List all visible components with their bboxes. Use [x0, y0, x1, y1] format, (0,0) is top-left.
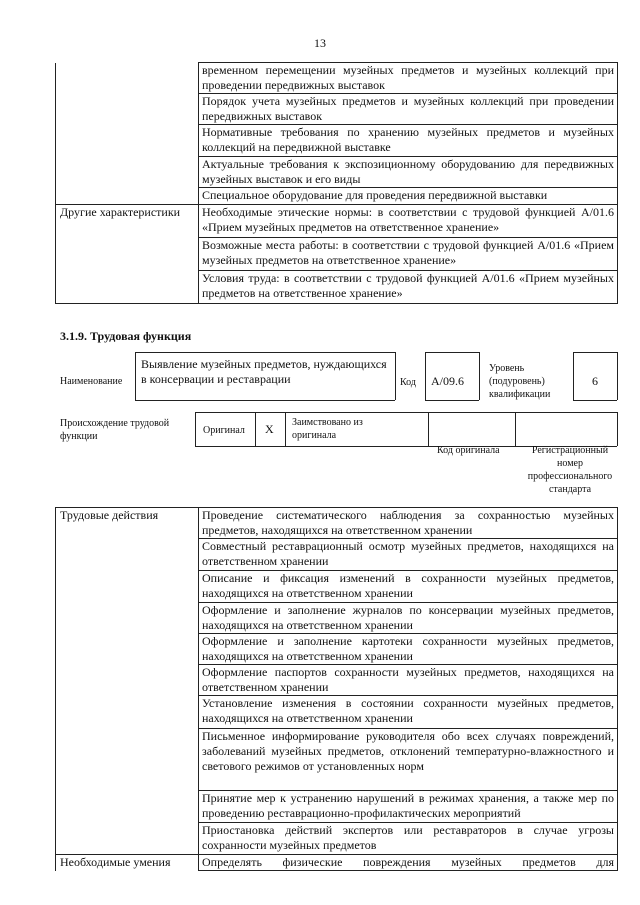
section-heading: 3.1.9. Трудовая функция — [60, 329, 192, 343]
row-text: Нормативные требования по хранению музейных предметов и музейных коллекций на передвижной выставке — [199, 125, 618, 157]
row-text: Проведение систематического наблюдения за сохранностью музейных предметов, находящихся на ответственном хранении — [199, 508, 618, 539]
table-row — [56, 94, 618, 125]
original-label: Оригинал — [203, 425, 245, 436]
row-text: Описание и фиксация изменений в сохранности музейных предметов, находящихся на ответственном хранении — [199, 571, 618, 603]
level-label: Уровень (подуровень) квалификации — [489, 363, 551, 400]
row-text: Определять физические повреждения музейных предметов для — [199, 855, 618, 871]
row-text: Установление изменения в состоянии сохранности музейных предметов, находящихся на ответственном хранении — [199, 696, 618, 729]
function-name: Выявление музейных предметов, нуждающихся в консервации и реставрации — [141, 357, 387, 386]
table-row — [56, 539, 618, 571]
table-row — [56, 63, 618, 94]
table-row — [56, 729, 618, 791]
row-text: Письменное информирование руководителя обо всех случаях повреждений, заболеваний музейных предметов, отклонений температурно-влажностного и светового режимов от установленных норм — [199, 729, 618, 791]
row-text: Приостановка действий экспертов или реставраторов в случае угрозы сохранности музейных предметов — [199, 823, 618, 855]
reg-number-label: Регистрационный номер профессионального стандарта — [527, 445, 613, 495]
row-text: Оформление паспортов сохранности музейных предметов, находящихся на ответственном хранении — [199, 665, 618, 696]
name-label: Наименование — [60, 376, 123, 387]
table-row — [56, 125, 618, 157]
required-skills-label: Необходимые умения — [56, 855, 199, 871]
row-label — [56, 63, 199, 94]
code-label: Код — [400, 377, 416, 388]
actions-table — [55, 507, 618, 871]
row-text: Возможные места работы: в соответствии с трудовой функцией А/01.6 «Прием музейных предметов на ответственное хранение» — [199, 238, 618, 271]
borrowed-label: Заимствовано из оригинала — [292, 417, 363, 441]
page-number: 13 — [314, 36, 326, 50]
labor-actions-label: Трудовые действия — [56, 508, 199, 539]
row-text: Специальное оборудование для проведения передвижной выставки — [199, 188, 618, 205]
row-text: Актуальные требования к экспозиционному оборудованию для передвижных музейных выставок и его виды — [199, 157, 618, 188]
code-original-label: Код оригинала — [437, 445, 500, 456]
row-text: Необходимые этические нормы: в соответствии с трудовой функцией А/01.6 «Прием музейных предметов на ответственное хранение» — [199, 205, 618, 238]
other-characteristics-label: Другие характеристики — [56, 205, 199, 238]
table-row — [56, 791, 618, 823]
row-text: Оформление и заполнение картотеки сохранности музейных предметов, находящихся на ответственном хранении — [199, 634, 618, 665]
table-row — [56, 157, 618, 188]
table-row — [56, 855, 618, 871]
original-mark: Х — [265, 422, 274, 436]
top-table — [55, 62, 618, 304]
level-value: 6 — [592, 374, 598, 388]
table-row — [56, 238, 618, 271]
table-row — [56, 508, 618, 539]
table-row — [56, 823, 618, 855]
row-text: Порядок учета музейных предметов и музейных коллекций при проведении передвижных выставок — [199, 94, 618, 125]
table-row — [56, 571, 618, 603]
table-row — [56, 603, 618, 634]
function-code: А/09.6 — [431, 374, 464, 388]
row-text: Условия труда: в соответствии с трудовой функцией А/01.6 «Прием музейных предметов на ответственное хранение» — [199, 271, 618, 304]
table-row — [56, 634, 618, 665]
row-text: временном перемещении музейных предметов и музейных коллекций при проведении передвижных выставок — [199, 63, 618, 94]
table-row — [56, 188, 618, 205]
row-text: Оформление и заполнение журналов по консервации музейных предметов, находящихся на ответственном хранении — [199, 603, 618, 634]
table-row — [56, 665, 618, 696]
origin-label: Происхождение трудовой функции — [60, 418, 170, 442]
row-text: Принятие мер к устранению нарушений в режимах хранения, а также мер по проведению реставрационно-профилактических мероприятий — [199, 791, 618, 823]
row-text: Совместный реставрационный осмотр музейных предметов, находящихся на ответственном хранении — [199, 539, 618, 571]
table-row — [56, 271, 618, 304]
table-row — [56, 205, 618, 238]
table-row — [56, 696, 618, 729]
